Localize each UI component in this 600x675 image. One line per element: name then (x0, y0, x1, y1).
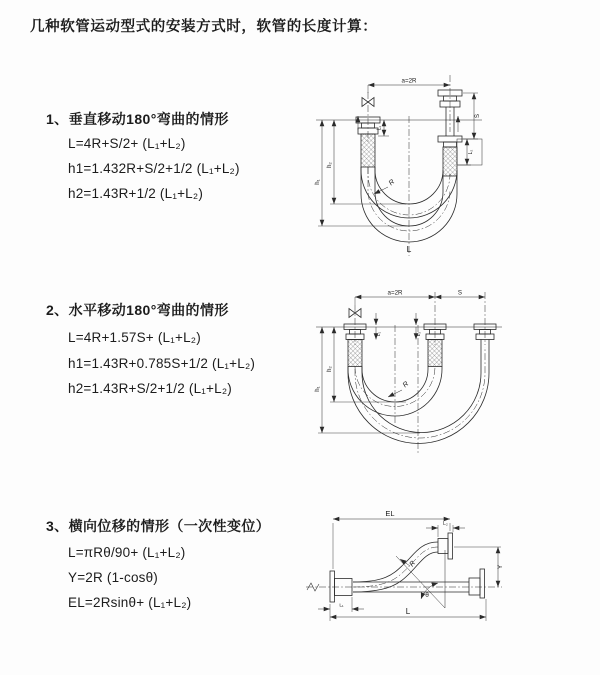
section-1-formula-2: h1=1.432R+S/2+1/2 (L₁+L₂) (68, 161, 240, 176)
hose-drawing (307, 533, 485, 608)
section-2-formula-2: h1=1.43R+0.785S+1/2 (L₁+L₂) (68, 356, 256, 371)
dim-label-h1: h₁ (315, 179, 321, 185)
dim-label-span: a=2R (387, 289, 403, 297)
hose-drawing (316, 90, 482, 242)
dim-label-l2: L₂ (443, 521, 448, 527)
dim-label-s: S (474, 113, 481, 119)
section-3-heading: 3、横向位移的情形（一次性变位） (46, 518, 271, 534)
diagram-lateral-displacement (300, 505, 600, 645)
dim-label-y: Y (497, 564, 504, 570)
centerlines (368, 75, 450, 256)
section-3-formula-1: L=πRθ/90+ (L₁+L₂) (68, 545, 186, 560)
dim-label-l1: L₁ (377, 331, 382, 337)
dim-label-l2: L₂ (417, 331, 422, 337)
dim-label-span: a=2R (401, 77, 417, 85)
label-radius: R (408, 559, 418, 569)
dim-label-el: EL (385, 509, 395, 518)
section-2-formula-3: h2=1.43R+S/2+1/2 (L₁+L₂) (68, 381, 232, 396)
section-2-heading: 2、水平移动180°弯曲的情形 (46, 302, 229, 318)
dim-label-h1: h₁ (315, 386, 321, 392)
label-length: L (406, 244, 412, 254)
section-3-formula-2: Y=2R (1-cosθ) (68, 570, 159, 585)
dim-label-h2: h₂ (327, 366, 333, 372)
diagram-vertical-180-bend (310, 70, 590, 260)
dim-label-l2: L₂ (468, 149, 474, 155)
dim-label-l1: L₁ (376, 125, 383, 131)
hose-drawing (316, 309, 502, 444)
page-title: 几种软管运动型式的安装方式时，软管的长度计算： (30, 19, 378, 35)
section-1-formula-3: h2=1.43R+1/2 (L₁+L₂) (68, 186, 204, 201)
dim-label-l1: L₁ (339, 603, 344, 609)
dim-label-s: S (457, 289, 463, 297)
dim-label-h2: h₂ (327, 162, 333, 168)
section-2-formula-1: L=4R+1.57S+ (L₁+L₂) (68, 330, 201, 345)
centerlines (355, 289, 485, 453)
label-radius: R (401, 380, 411, 390)
diagram-horizontal-180-bend (310, 285, 600, 460)
label-radius: R (387, 178, 397, 188)
section-1-heading: 1、垂直移动180°弯曲的情形 (46, 111, 229, 127)
label-theta: θ (425, 592, 429, 599)
dimensions (318, 297, 485, 433)
section-1-formula-1: L=4R+S/2+ (L₁+L₂) (68, 136, 186, 151)
section-3-formula-3: EL=2Rsinθ+ (L₁+L₂) (68, 595, 192, 610)
centerlines (306, 547, 502, 587)
label-length: L (405, 607, 411, 616)
